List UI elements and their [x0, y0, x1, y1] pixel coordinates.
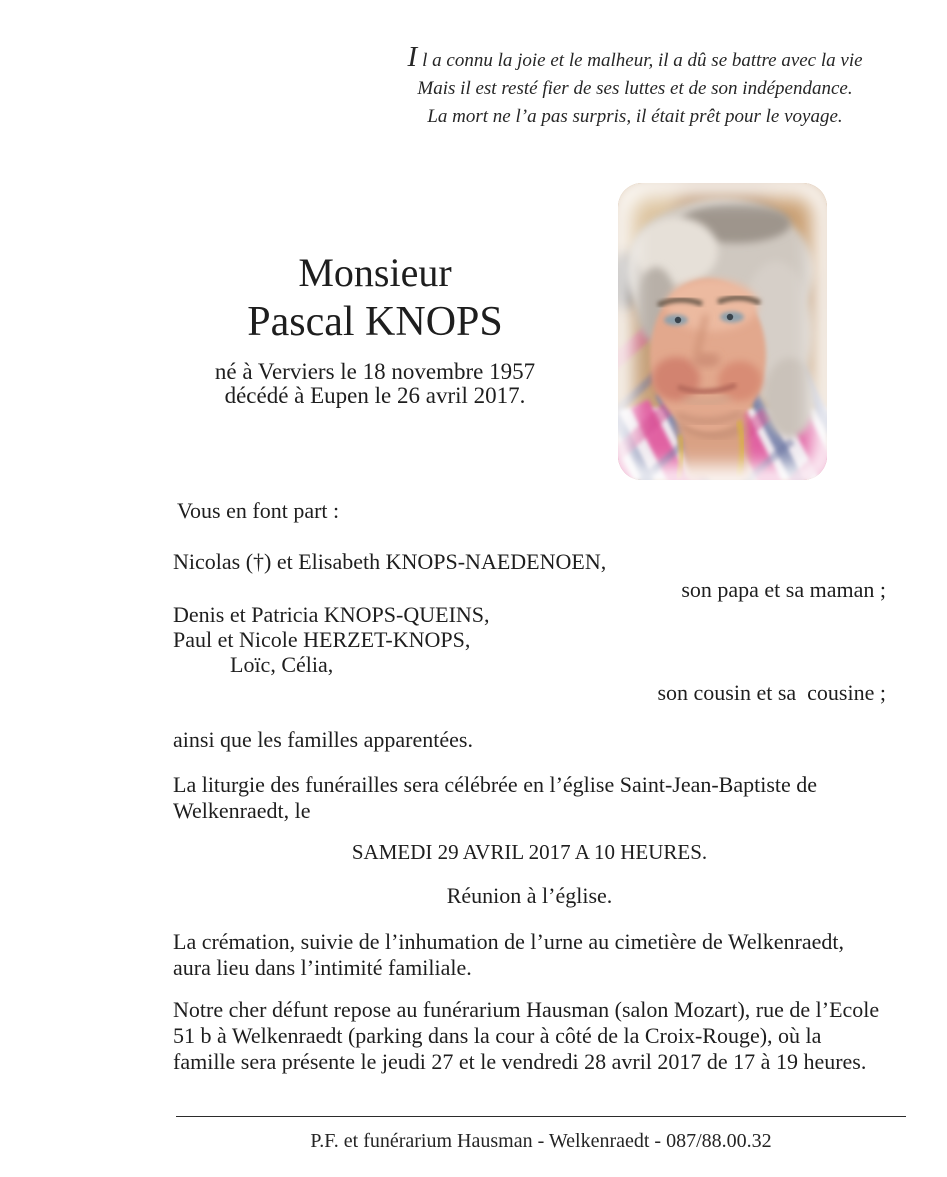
death-line: décédé à Eupen le 26 avril 2017. — [224, 383, 526, 408]
deceased-block — [175, 250, 575, 408]
ceremony-date-line: SAMEDI 29 AVRIL 2017 A 10 HEURES. — [351, 840, 708, 864]
family-role-parents: son papa et sa maman ; — [681, 577, 886, 602]
cremation-paragraph: La crémation, suivie de l’inhumation de l’urne au cimetière de Welkenraedt, aura lieu dans l’intimité familiale. — [173, 929, 844, 980]
liturgy-paragraph: La liturgie des funérailles sera célébrée en l’église Saint-Jean-Baptiste de Welkenraedt, le — [173, 772, 818, 823]
footer-divider — [176, 1116, 906, 1117]
epigraph-line-3: La mort ne l’a pas surpris, il était prêt pour le voyage. — [427, 106, 843, 127]
family-line-cousins: Loïc, Célia, — [230, 652, 334, 677]
family-line-couple2: Denis et Patricia KNOPS-QUEINS, — [173, 602, 490, 627]
family-line-couple3: Paul et Nicole HERZET-KNOPS, — [173, 627, 471, 652]
epigraph-drop-cap: I — [407, 41, 418, 73]
deceased-salutation: Monsieur — [298, 250, 452, 295]
birth-line: né à Verviers le 18 novembre 1957 — [214, 359, 536, 384]
epigraph — [385, 43, 885, 131]
announcement-intro: Vous en font part : — [177, 498, 340, 523]
epigraph-line-1 — [385, 43, 885, 75]
epigraph-line-2: Mais il est resté fier de ses luttes et de son indépendance. — [417, 78, 853, 99]
epigraph-line-1-text: l a connu la joie et le malheur, il a dû se battre avec la vie — [422, 50, 863, 71]
ceremony-meeting-line: Réunion à l’église. — [446, 883, 613, 908]
families-line: ainsi que les familles apparentées. — [173, 727, 473, 752]
repose-paragraph: Notre cher défunt repose au funérarium Hausman (salon Mozart), rue de l’Ecole 51 b à Welkenraedt (parking dans la cour à côté de la Croix-Rouge), où la famille sera présente le jeudi 27 et le vendredi 28 avril 2017 de 17 à 19 heures. — [173, 997, 880, 1074]
family-line-parents: Nicolas (†) et Elisabeth KNOPS-NAEDENOEN, — [173, 549, 607, 574]
portrait-photo — [618, 183, 827, 480]
deceased-name: Pascal KNOPS — [247, 299, 503, 345]
funeral-home-line: P.F. et funérarium Hausman - Welkenraedt - 087/88.00.32 — [310, 1130, 772, 1152]
family-role-cousins: son cousin et sa cousine ; — [657, 680, 886, 705]
